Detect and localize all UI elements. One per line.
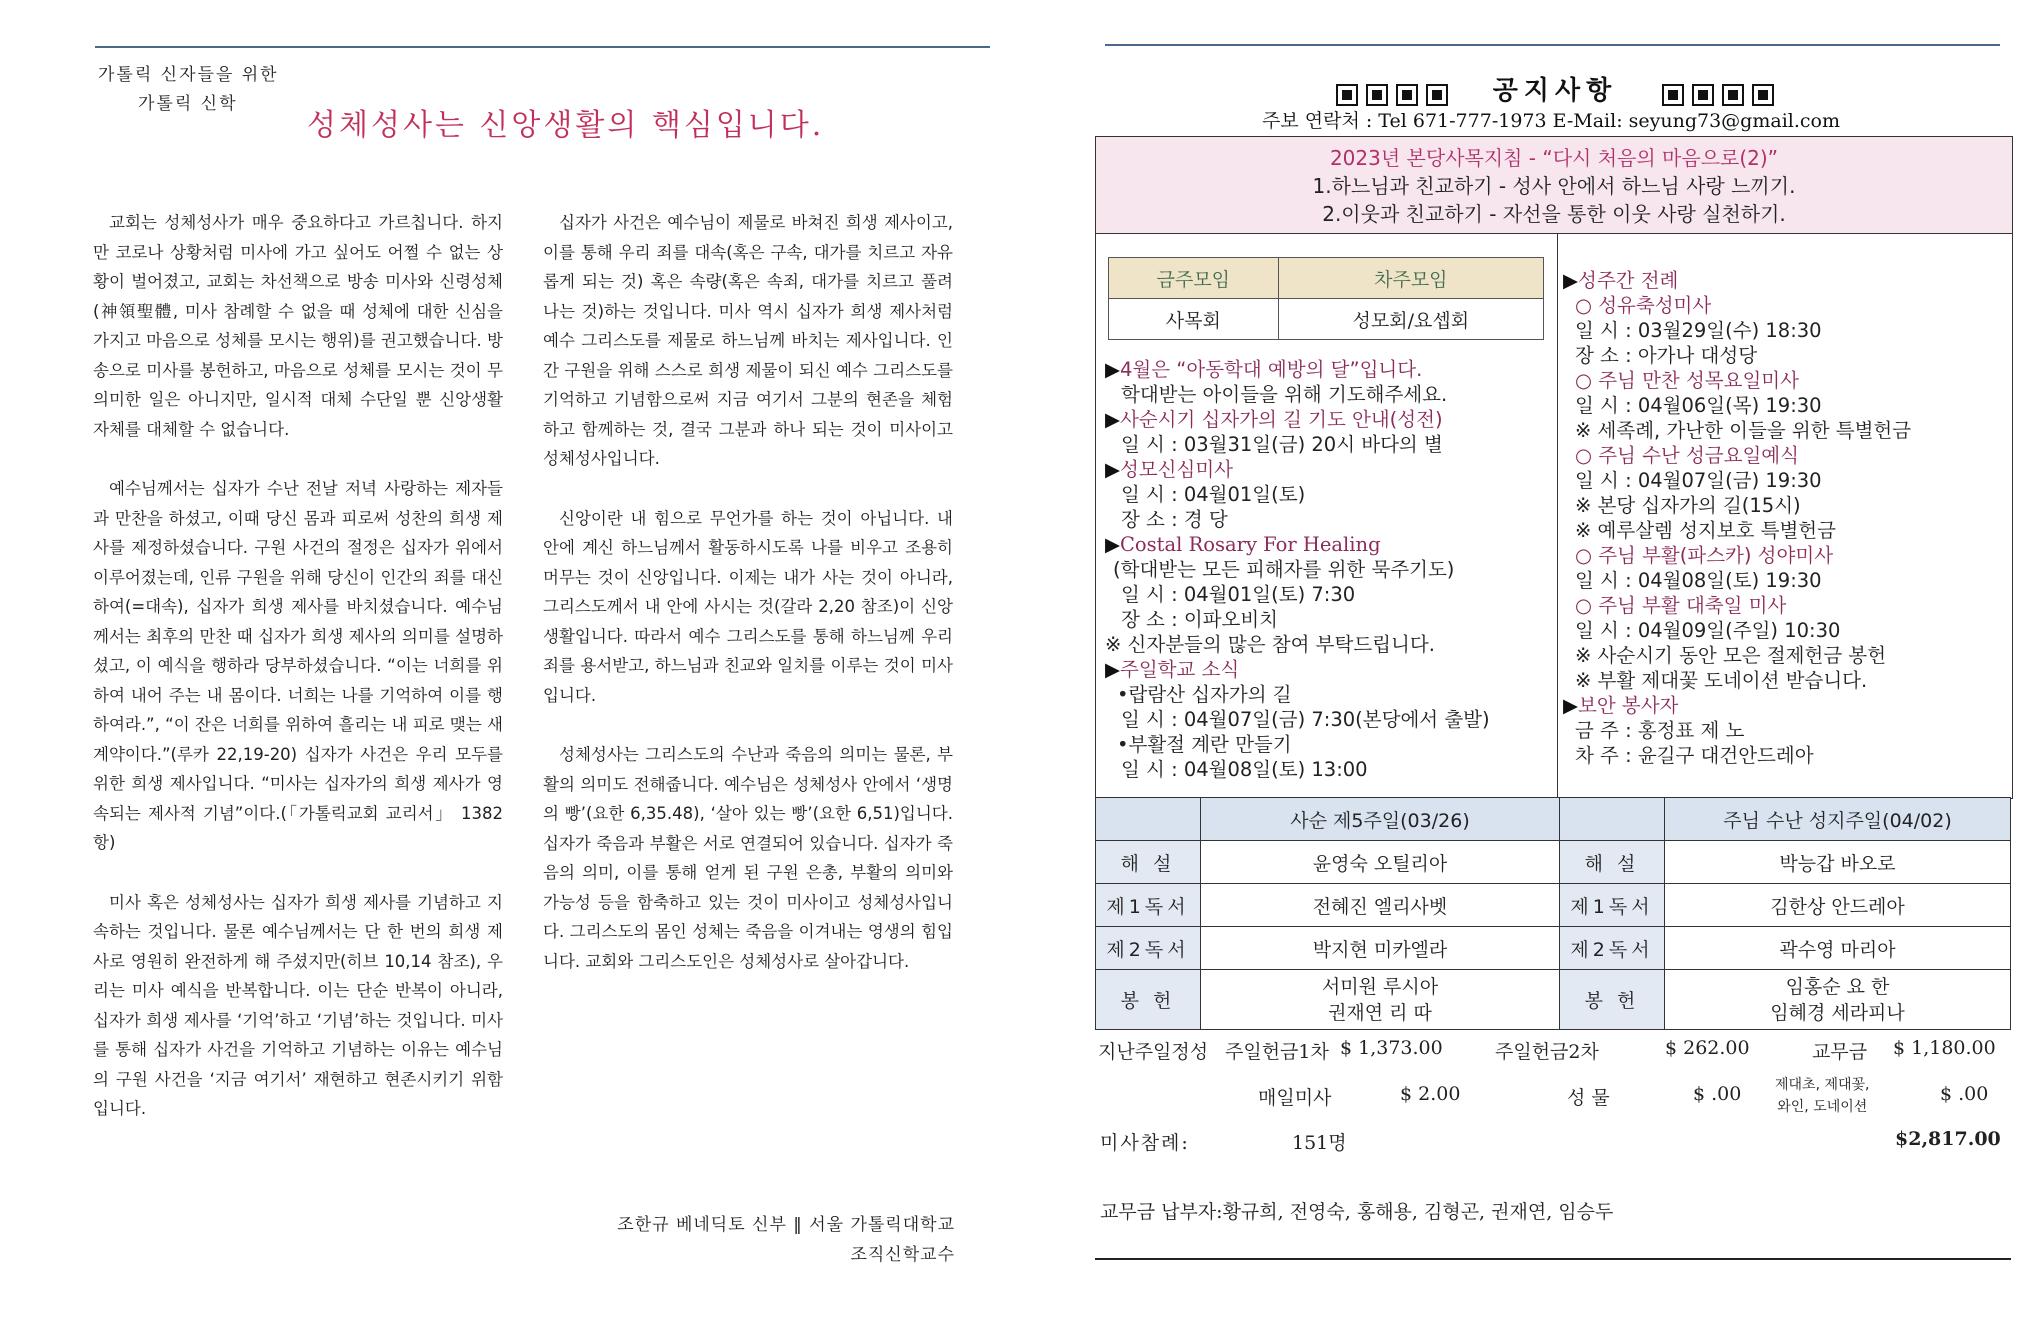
roster-role: 봉 헌: [1096, 970, 1201, 1030]
roster-cell: [1201, 970, 1560, 1030]
section-heading: ▶4월은 “아동학대 예방의 달”입니다.: [1105, 358, 1423, 381]
liturgy-item: ○ 주님 부활 대축일 미사: [1575, 594, 1787, 617]
notice-title: 공지사항: [1492, 76, 1618, 106]
triangle-right-icon: ▶: [1105, 658, 1120, 681]
contact-line: 주보 연락처 : Tel 671-777-1973 E-Mail: seyung73@gmail.com: [1262, 110, 1840, 132]
roster-cell: 박능갑 바오로: [1665, 841, 2011, 884]
notice-line: ※ 사순시기 동안 모은 절제헌금 봉헌: [1575, 644, 1887, 667]
roster-name: 임혜경 세라피나: [1770, 1001, 1905, 1024]
notice-line: 차 주 : 윤길구 대건안드레아: [1575, 744, 1814, 767]
attendance-label: 미사참례:: [1100, 1132, 1190, 1154]
finance-item-value: $ 1,373.00: [1340, 1037, 1443, 1059]
signature-line2: 조직신학교수: [850, 1245, 955, 1265]
bottom-rule-right: [1095, 1258, 2011, 1260]
finance-label: 지난주일정성: [1098, 1041, 1209, 1063]
notice-line: 일 시 : 03월31일(금) 20시 바다의 별: [1121, 433, 1443, 456]
paragraph: 교회는 성체성사가 매우 중요하다고 가르칩니다. 하지만 코로나 상황처럼 미사에 가고 싶어도 어쩔 수 없는 상황이 벌어졌고, 교회는 차선책으로 방송 미사와 신령성체(神領聖體, 미사 참례할 수 없을 때 성체에 대한 신심을 가지고 마음으로 성체를 모시는 행위)를 권고했습니다. 방송으로 미사를 봉헌하고, 마음으로 성체를 모시는 것이 무의미한 일은 아니지만, 일시적 대체 수단일 뿐 신앙생활 자체를 대체할 수 없습니다.: [93, 213, 503, 439]
roster-cell: 윤영숙 오틸리아: [1201, 841, 1560, 884]
triangle-right-icon: ▶: [1105, 358, 1120, 381]
roster-corner: [1096, 798, 1201, 841]
finance-item-value: $ 2.00: [1400, 1083, 1461, 1105]
roster-role: 제1독서: [1560, 884, 1665, 927]
roster-role: 해 설: [1096, 841, 1201, 884]
notice-line: ※ 예루살렘 성지보호 특별헌금: [1575, 519, 1836, 542]
finance-item-label: 교무금: [1812, 1041, 1868, 1063]
notice-line: 일 시 : 04월01일(토) 7:30: [1121, 583, 1356, 606]
notice-line: 장 소 : 경 당: [1121, 508, 1228, 531]
meeting-header-this-week: 금주모임: [1109, 258, 1279, 299]
roster-cell: 박지현 미카엘라: [1201, 927, 1560, 970]
square-bullet-icon: [1658, 84, 1778, 103]
donor-list: 교무금 납부자:황규희, 전영숙, 홍해용, 김형곤, 권재연, 임승두: [1100, 1201, 1614, 1223]
meeting-this-week: 사목회: [1109, 299, 1279, 340]
notice-line: ※ 세족례, 가난한 이들을 위한 특별헌금: [1575, 419, 1912, 442]
notice-line: •랍람산 십자가의 길: [1117, 683, 1292, 706]
author-signature: [520, 1210, 955, 1270]
liturgy-item: ○ 성유축성미사: [1575, 294, 1712, 317]
roster-role: 제1독서: [1096, 884, 1201, 927]
roster-role: 제2독서: [1096, 927, 1201, 970]
article-column-1: [93, 208, 503, 1154]
section-heading: ▶보안 봉사자: [1563, 694, 1679, 717]
notice-sections-left: [1105, 357, 1555, 782]
ministry-roster: [1095, 797, 2011, 1030]
roster-week1-header: 사순 제5주일(03/26): [1201, 798, 1560, 841]
roster-role: 해 설: [1560, 841, 1665, 884]
notice-line: 일 시 : 04월07일(금) 19:30: [1575, 469, 1822, 492]
finance-item-value: $ .00: [1940, 1083, 1989, 1105]
finance-item-label: 주일헌금1차: [1225, 1041, 1329, 1063]
notice-line: 일 시 : 04월01일(토): [1121, 483, 1306, 506]
triangle-right-icon: ▶: [1105, 408, 1120, 431]
finance-item-value: $ .00: [1693, 1083, 1742, 1105]
roster-name: 임홍순 요 한: [1785, 975, 1890, 998]
roster-name: 서미원 루시아: [1321, 975, 1439, 998]
notice-line: ※ 부활 제대꽃 도네이션 받습니다.: [1575, 669, 1868, 692]
top-rule-left: [95, 46, 990, 48]
bulletin-divider: [1557, 233, 1558, 797]
finance-item-value: $ 1,180.00: [1893, 1037, 1996, 1059]
liturgy-item: ○ 주님 부활(파스카) 성야미사: [1575, 544, 1834, 567]
meeting-next-week: 성모회/요셉회: [1278, 299, 1543, 340]
finance-item-label: 성 물: [1567, 1087, 1610, 1109]
section-heading: ▶Costal Rosary For Healing: [1105, 533, 1381, 556]
top-rule-right: [1105, 44, 2000, 46]
triangle-right-icon: ▶: [1563, 694, 1578, 717]
article-title: 성체성사는 신앙생활의 핵심입니다.: [307, 108, 825, 143]
paragraph: 십자가 사건은 예수님이 제물로 바쳐진 희생 제사이고, 이를 통해 우리 죄를 대속(혹은 구속, 대가를 치르고 자유롭게 되는 것) 혹은 속량(혹은 속죄, 대가를 치르고 풀려나는 것)하는 것입니다. 미사 역시 십자가 희생 제사처럼 예수 그리스도를 제물로 하느님께 바치는 제사입니다. 인간 구원을 위해 스스로 희생 제물이 되신 예수 그리스도를 기억하고 기념함으로써 지금 여기서 그분의 현존을 체험하고 함께하는 것, 결국 그분과 하나 되는 것이 미사이고 성체성사입니다.: [543, 213, 953, 468]
triangle-right-icon: ▶: [1563, 269, 1578, 292]
notice-line: 일 시 : 04월08일(토) 19:30: [1575, 569, 1822, 592]
motto-line: 1.하느님과 친교하기 - 성사 안에서 하느님 사랑 느끼기.: [1312, 174, 1796, 198]
notice-line: 일 시 : 04월08일(토) 13:00: [1121, 758, 1368, 781]
notice-sections-right: [1563, 268, 2008, 768]
roster-corner: [1560, 798, 1665, 841]
notice-line: 일 시 : 04월06일(목) 19:30: [1575, 394, 1822, 417]
meeting-header-next-week: 차주모임: [1278, 258, 1543, 299]
triangle-right-icon: ▶: [1105, 533, 1120, 556]
kicker-line2: 가톨릭 신학: [138, 94, 238, 114]
roster-cell: 김한상 안드레아: [1665, 884, 2011, 927]
liturgy-item: ○ 주님 만찬 성목요일미사: [1575, 369, 1799, 392]
notice-line: 장 소 : 이파오비치: [1121, 608, 1279, 631]
notice-line: ※ 본당 십자가의 길(15시): [1575, 494, 1801, 517]
notice-line: (학대받는 모든 피해자를 위한 묵주기도): [1113, 558, 1455, 581]
pastoral-motto: [1095, 136, 2013, 234]
paragraph: 신앙이란 내 힘으로 무언가를 하는 것이 아닙니다. 내 안에 계신 하느님께서 활동하시도록 나를 비우고 조용히 머무는 것이 신앙입니다. 이제는 내가 사는 것이 아니라, 그리스도께서 내 안에 사시는 것(갈라 2,20 참조)이 신앙생활입니다. 따라서 예수 그리스도를 통해 하느님께 우리 죄를 용서받고, 하느님과 친교와 일치를 이루는 것이 미사입니다.: [543, 508, 953, 705]
finance-item-label: 제대초, 제대꽃, 와인, 도네이션: [1775, 1077, 1870, 1115]
square-bullet-icon: [1332, 84, 1452, 103]
kicker-line1: 가톨릭 신자들을 위한: [98, 65, 279, 85]
notice-line: 장 소 : 아가나 대성당: [1575, 344, 1758, 367]
section-heading: ▶주일학교 소식: [1105, 658, 1240, 681]
notice-line: 학대받는 아이들을 위해 기도해주세요.: [1121, 383, 1448, 406]
roster-role: 제2독서: [1560, 927, 1665, 970]
article-column-2: [543, 208, 953, 1006]
roster-name: 권재연 리 따: [1328, 1001, 1432, 1024]
meetings-table: [1108, 257, 1544, 340]
triangle-right-icon: ▶: [1105, 458, 1120, 481]
paragraph: 예수님께서는 십자가 수난 전날 저녁 사랑하는 제자들과 만찬을 하셨고, 이때 당신 몸과 피로써 성찬의 희생 제사를 제정하셨습니다. 구원 사건의 절정은 십자가 위에서 이루어졌는데, 인류 구원을 위해 당신이 인간의 죄를 대신하여(=대속), 십자가 희생 제사를 바치셨습니다. 예수님께서는 최후의 만찬 때 십자가 희생 제사의 의미를 설명하셨고, 이 예식을 행하라 당부하셨습니다. “이는 너희를 위하여 내어 주는 내 몸이다. 너희는 나를 기억하여 이를 행하여라.”, “이 잔은 너희를 위하여 흘리는 내 피로 맺는 새 계약이다.”(루카 22,19-20) 십자가 사건은 우리 모두를 위한 희생 제사입니다. “미사는 십자가의 희생 제사가 영속되는 제사적 기념”이다.(「가톨릭교회 교리서」 1382항): [93, 479, 503, 852]
notice-line: •부활절 계란 만들기: [1117, 733, 1292, 756]
roster-cell: [1665, 970, 2011, 1030]
paragraph: 미사 혹은 성체성사는 십자가 희생 제사를 기념하고 지속하는 것입니다. 물론 예수님께서는 단 한 번의 희생 제사로 영원히 완전하게 해 주셨지만(히브 10,14 참조), 우리는 미사 예식을 반복합니다. 이는 단순 반복이 아니라, 십자가 희생 제사를 ‘기억’하고 ‘기념’하는 것입니다. 미사를 통해 십자가 사건을 기억하고 기념하는 이유는 예수님의 구원 사건을 ‘지금 여기서’ 재현하고 현존시키기 위함입니다.: [93, 892, 503, 1118]
signature-line1: 조한규 베네딕토 신부 ‖ 서울 가톨릭대학교: [617, 1215, 955, 1235]
finance-item-value: $ 262.00: [1665, 1037, 1750, 1059]
attendance-value: 151명: [1292, 1132, 1347, 1154]
roster-cell: 전혜진 엘리사벳: [1201, 884, 1560, 927]
notice-line: 일 시 : 03월29일(수) 18:30: [1575, 319, 1822, 342]
paragraph: 성체성사는 그리스도의 수난과 죽음의 의미는 물론, 부활의 의미도 전해줍니다. 예수님은 성체성사 안에서 ‘생명의 빵’(요한 6,35.48), ‘살아 있는 빵’(요한 6,51)입니다. 십자가 죽음과 부활은 서로 연결되어 있습니다. 십자가 죽음의 의미, 이를 통해 얻게 된 구원 은총, 부활의 의미와 가능성 등을 함축하고 있는 것이 미사이고 성체성사입니다. 그리스도의 몸인 성체는 죽음을 이겨내는 영생의 힘입니다. 교회와 그리스도인은 성체성사로 살아갑니다.: [543, 745, 953, 971]
notice-line: 금 주 : 홍정표 제 노: [1575, 719, 1745, 742]
liturgy-item: ○ 주님 수난 성금요일예식: [1575, 444, 1799, 467]
notice-line: 일 시 : 04월07일(금) 7:30(본당에서 출발): [1121, 708, 1490, 731]
notice-header: [1290, 70, 1820, 107]
motto-title: 2023년 본당사목지침 - “다시 처음의 마음으로(2)”: [1329, 146, 1779, 170]
motto-line: 2.이웃과 친교하기 - 자선을 통한 이웃 사랑 실천하기.: [1322, 202, 1786, 226]
notice-line: 일 시 : 04월09일(주일) 10:30: [1575, 619, 1841, 642]
finance-item-label: 주일헌금2차: [1495, 1041, 1599, 1063]
finance-total: $2,817.00: [1895, 1128, 2001, 1150]
finance-item-label: 매일미사: [1258, 1087, 1332, 1109]
roster-week2-header: 주님 수난 성지주일(04/02): [1665, 798, 2011, 841]
roster-role: 봉 헌: [1560, 970, 1665, 1030]
roster-cell: 곽수영 마리아: [1665, 927, 2011, 970]
notice-line: ※ 신자분들의 많은 참여 부탁드립니다.: [1105, 633, 1435, 656]
section-heading: ▶사순시기 십자가의 길 기도 안내(성전): [1105, 408, 1443, 431]
section-heading: ▶성모신심미사: [1105, 458, 1234, 481]
section-heading: ▶성주간 전례: [1563, 269, 1679, 292]
